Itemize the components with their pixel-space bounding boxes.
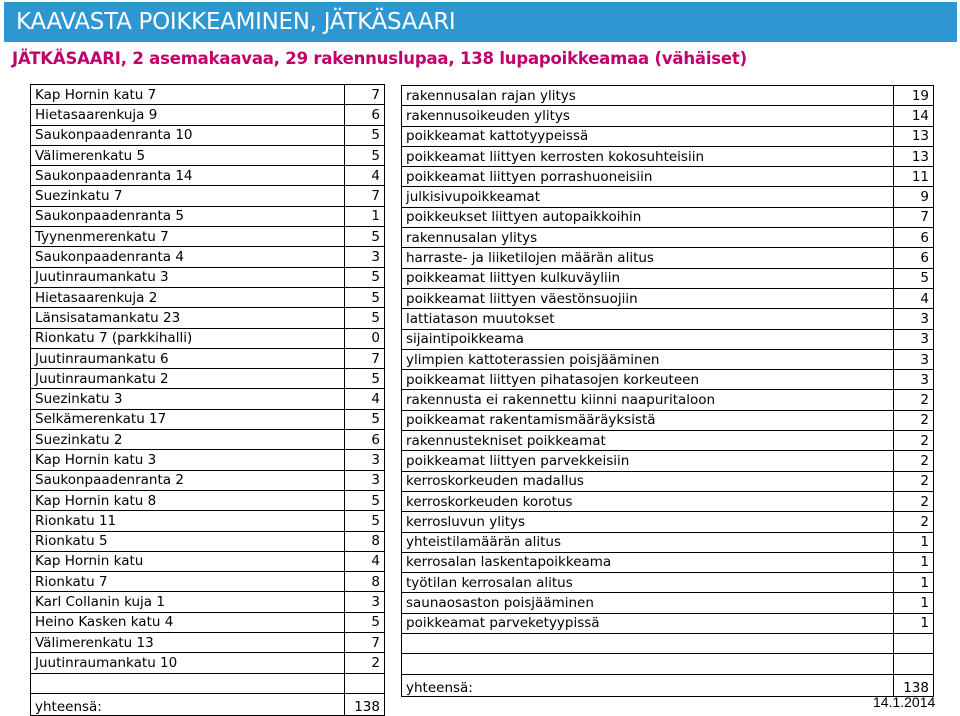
street-row: [31, 105, 385, 125]
deviation-row: [402, 471, 934, 491]
street-row-label: Hietasaarenkuja 2: [31, 287, 345, 307]
deviation-row-count: 1: [894, 552, 934, 572]
street-table: [30, 84, 385, 716]
deviation-row-count: 2: [894, 451, 934, 471]
deviation-row-count: [894, 654, 934, 674]
deviation-row-label: [402, 634, 894, 654]
deviation-row: [402, 593, 934, 613]
deviation-row-label: poikkeamat liittyen porrashuoneisiin: [402, 167, 894, 187]
street-row-count: 5: [345, 125, 385, 145]
street-row-count: 5: [345, 490, 385, 510]
street-row: [31, 125, 385, 145]
deviation-row-label: poikkeamat liittyen kerrosten kokosuhteisiin: [402, 146, 894, 166]
deviation-row-count: 1: [894, 593, 934, 613]
street-row: [31, 369, 385, 389]
deviation-row-count: 2: [894, 390, 934, 410]
street-row-label: Suezinkatu 7: [31, 186, 345, 206]
deviation-total-label: yhteensä:: [402, 674, 894, 696]
street-row: [31, 450, 385, 470]
street-row: [31, 531, 385, 551]
deviation-row: [402, 309, 934, 329]
street-row-count: 3: [345, 592, 385, 612]
street-row-count: 7: [345, 633, 385, 653]
deviation-row: [402, 532, 934, 552]
street-row: [31, 206, 385, 226]
deviation-row-count: 2: [894, 512, 934, 532]
deviation-row-count: 1: [894, 613, 934, 633]
street-row-count: 5: [345, 369, 385, 389]
deviation-row: [402, 167, 934, 187]
deviation-row-count: 9: [894, 187, 934, 207]
street-row-label: Selkämerenkatu 17: [31, 409, 345, 429]
deviation-row-count: 1: [894, 573, 934, 593]
deviation-total-value: 138: [894, 674, 934, 696]
street-row: [31, 186, 385, 206]
street-row-label: Juutinraumankatu 10: [31, 653, 345, 673]
deviation-row-label: rakennusalan ylitys: [402, 228, 894, 248]
street-row: [31, 85, 385, 105]
deviation-row: [402, 370, 934, 390]
street-row-label: Rionkatu 5: [31, 531, 345, 551]
deviation-row-count: 11: [894, 167, 934, 187]
street-row-count: 5: [345, 267, 385, 287]
street-row-label: Suezinkatu 2: [31, 430, 345, 450]
street-row-label: Saukonpaadenranta 5: [31, 206, 345, 226]
deviation-row: [402, 268, 934, 288]
street-row-label: Tyynenmerenkatu 7: [31, 227, 345, 247]
street-row-count: 3: [345, 470, 385, 490]
deviation-row-count: 6: [894, 248, 934, 268]
street-row-count: 5: [345, 287, 385, 307]
deviation-row-count: 1: [894, 532, 934, 552]
deviation-row: [402, 573, 934, 593]
street-row: [31, 470, 385, 490]
street-row-label: Välimerenkatu 13: [31, 633, 345, 653]
deviation-row-label: poikkeamat liittyen väestönsuojiin: [402, 288, 894, 308]
street-row: [31, 490, 385, 510]
street-row-label: Rionkatu 11: [31, 511, 345, 531]
deviation-table: [401, 85, 934, 697]
street-row-label: Suezinkatu 3: [31, 389, 345, 409]
street-row-count: 5: [345, 308, 385, 328]
deviation-row-count: 14: [894, 106, 934, 126]
deviation-row-count: [894, 634, 934, 654]
street-row: [31, 409, 385, 429]
deviation-row-label: kerrosluvun ylitys: [402, 512, 894, 532]
deviation-row: [402, 431, 934, 451]
deviation-row-count: 3: [894, 349, 934, 369]
deviation-row: [402, 207, 934, 227]
street-row-label: [31, 673, 345, 693]
deviation-row: [402, 146, 934, 166]
deviation-row: [402, 634, 934, 654]
street-row: [31, 673, 385, 693]
date-label: 14.1.2014: [873, 694, 936, 710]
street-row-count: 4: [345, 551, 385, 571]
deviation-row: [402, 288, 934, 308]
deviation-row-count: 3: [894, 370, 934, 390]
street-total-label: yhteensä:: [31, 693, 345, 715]
deviation-row: [402, 187, 934, 207]
street-row-count: 7: [345, 186, 385, 206]
title-bar: [4, 2, 957, 42]
street-row-count: [345, 673, 385, 693]
deviation-row-count: 19: [894, 86, 934, 106]
deviation-row-label: poikkeamat liittyen kulkuväyliin: [402, 268, 894, 288]
street-row-label: Saukonpaadenranta 4: [31, 247, 345, 267]
street-row-label: Kap Hornin katu: [31, 551, 345, 571]
street-row-count: 5: [345, 145, 385, 165]
deviation-row-count: 2: [894, 431, 934, 451]
street-row-count: 8: [345, 531, 385, 551]
street-row: [31, 166, 385, 186]
deviation-row-label: kerroskorkeuden madallus: [402, 471, 894, 491]
street-row-label: Rionkatu 7: [31, 572, 345, 592]
street-row-count: 5: [345, 612, 385, 632]
deviation-row: [402, 349, 934, 369]
street-row: [31, 612, 385, 632]
deviation-row-label: rakennusta ei rakennettu kiinni naapuritaloon: [402, 390, 894, 410]
deviation-row: [402, 106, 934, 126]
deviation-row-label: rakennustekniset poikkeamat: [402, 431, 894, 451]
deviation-row: [402, 491, 934, 511]
street-row: [31, 430, 385, 450]
street-total-row: [31, 693, 385, 715]
deviation-row: [402, 512, 934, 532]
street-row: [31, 572, 385, 592]
deviation-row-label: ylimpien kattoterassien poisjääminen: [402, 349, 894, 369]
street-row-count: 5: [345, 409, 385, 429]
deviation-total-row: [402, 674, 934, 696]
street-row-count: 3: [345, 450, 385, 470]
street-row-label: Karl Collanin kuja 1: [31, 592, 345, 612]
deviation-row: [402, 654, 934, 674]
deviation-row-label: kerroskorkeuden korotus: [402, 491, 894, 511]
deviation-row-label: poikkeamat liittyen pihatasojen korkeuteen: [402, 370, 894, 390]
street-row-label: Saukonpaadenranta 14: [31, 166, 345, 186]
street-row-count: 6: [345, 105, 385, 125]
street-row-count: 0: [345, 328, 385, 348]
street-row-label: Juutinraumankatu 6: [31, 348, 345, 368]
street-row: [31, 267, 385, 287]
street-row: [31, 145, 385, 165]
street-row: [31, 551, 385, 571]
deviation-row-label: poikkeukset liittyen autopaikkoihin: [402, 207, 894, 227]
street-row-count: 3: [345, 247, 385, 267]
street-row: [31, 592, 385, 612]
street-row-label: Kap Hornin katu 8: [31, 490, 345, 510]
deviation-row-label: poikkeamat liittyen parvekkeisiin: [402, 451, 894, 471]
deviation-row-label: julkisivupoikkeamat: [402, 187, 894, 207]
deviation-row-count: 3: [894, 309, 934, 329]
deviation-row-label: rakennusalan rajan ylitys: [402, 86, 894, 106]
street-row: [31, 287, 385, 307]
street-row-label: Juutinraumankatu 2: [31, 369, 345, 389]
street-row-label: Kap Hornin katu 3: [31, 450, 345, 470]
street-row-count: 2: [345, 653, 385, 673]
deviation-row: [402, 86, 934, 106]
deviation-row-label: poikkeamat kattotyypeissä: [402, 126, 894, 146]
deviation-row: [402, 410, 934, 430]
street-row: [31, 247, 385, 267]
deviation-row-label: harraste- ja liiketilojen määrän alitus: [402, 248, 894, 268]
deviation-row-label: poikkeamat parveketyypissä: [402, 613, 894, 633]
deviation-row-count: 13: [894, 146, 934, 166]
deviation-row-label: [402, 654, 894, 674]
street-row: [31, 328, 385, 348]
street-row-count: 7: [345, 348, 385, 368]
street-row-label: Välimerenkatu 5: [31, 145, 345, 165]
deviation-row-label: saunaosaston poisjääminen: [402, 593, 894, 613]
deviation-row-label: kerrosalan laskentapoikkeama: [402, 552, 894, 572]
street-row-count: 4: [345, 166, 385, 186]
street-row-label: Juutinraumankatu 3: [31, 267, 345, 287]
deviation-row: [402, 552, 934, 572]
street-row-label: Länsisatamankatu 23: [31, 308, 345, 328]
page-subtitle: JÄTKÄSAARI, 2 asemakaavaa, 29 rakennuslupaa, 138 lupapoikkeamaa (vähäiset): [12, 49, 747, 68]
deviation-row: [402, 613, 934, 633]
street-row: [31, 389, 385, 409]
deviation-row-count: 7: [894, 207, 934, 227]
deviation-row: [402, 248, 934, 268]
street-row: [31, 227, 385, 247]
deviation-row-count: 5: [894, 268, 934, 288]
deviation-row-label: lattiatason muutokset: [402, 309, 894, 329]
street-row-count: 6: [345, 430, 385, 450]
deviation-row-label: sijaintipoikkeama: [402, 329, 894, 349]
street-row: [31, 348, 385, 368]
page-title: KAAVASTA POIKKEAMINEN, JÄTKÄSAARI: [16, 9, 456, 35]
deviation-row-count: 2: [894, 471, 934, 491]
street-total-value: 138: [345, 693, 385, 715]
street-row: [31, 653, 385, 673]
deviation-row-count: 2: [894, 410, 934, 430]
street-row-count: 7: [345, 85, 385, 105]
street-row-label: Saukonpaadenranta 10: [31, 125, 345, 145]
street-row-label: Hietasaarenkuja 9: [31, 105, 345, 125]
street-row: [31, 511, 385, 531]
deviation-row: [402, 329, 934, 349]
street-row-label: Rionkatu 7 (parkkihalli): [31, 328, 345, 348]
deviation-row-count: 6: [894, 228, 934, 248]
street-row-count: 8: [345, 572, 385, 592]
deviation-row-count: 3: [894, 329, 934, 349]
street-row-count: 5: [345, 511, 385, 531]
street-row-label: Heino Kasken katu 4: [31, 612, 345, 632]
deviation-row: [402, 228, 934, 248]
street-row-label: Kap Hornin katu 7: [31, 85, 345, 105]
street-row-count: 1: [345, 206, 385, 226]
deviation-row: [402, 451, 934, 471]
deviation-row-label: rakennusoikeuden ylitys: [402, 106, 894, 126]
street-row-count: 5: [345, 227, 385, 247]
deviation-row-label: poikkeamat rakentamismääräyksistä: [402, 410, 894, 430]
deviation-row-count: 13: [894, 126, 934, 146]
deviation-row: [402, 126, 934, 146]
deviation-row-count: 4: [894, 288, 934, 308]
deviation-row-count: 2: [894, 491, 934, 511]
street-row-count: 4: [345, 389, 385, 409]
street-row-label: Saukonpaadenranta 2: [31, 470, 345, 490]
street-row: [31, 308, 385, 328]
street-row: [31, 633, 385, 653]
deviation-row: [402, 390, 934, 410]
deviation-row-label: työtilan kerrosalan alitus: [402, 573, 894, 593]
deviation-row-label: yhteistilamäärän alitus: [402, 532, 894, 552]
